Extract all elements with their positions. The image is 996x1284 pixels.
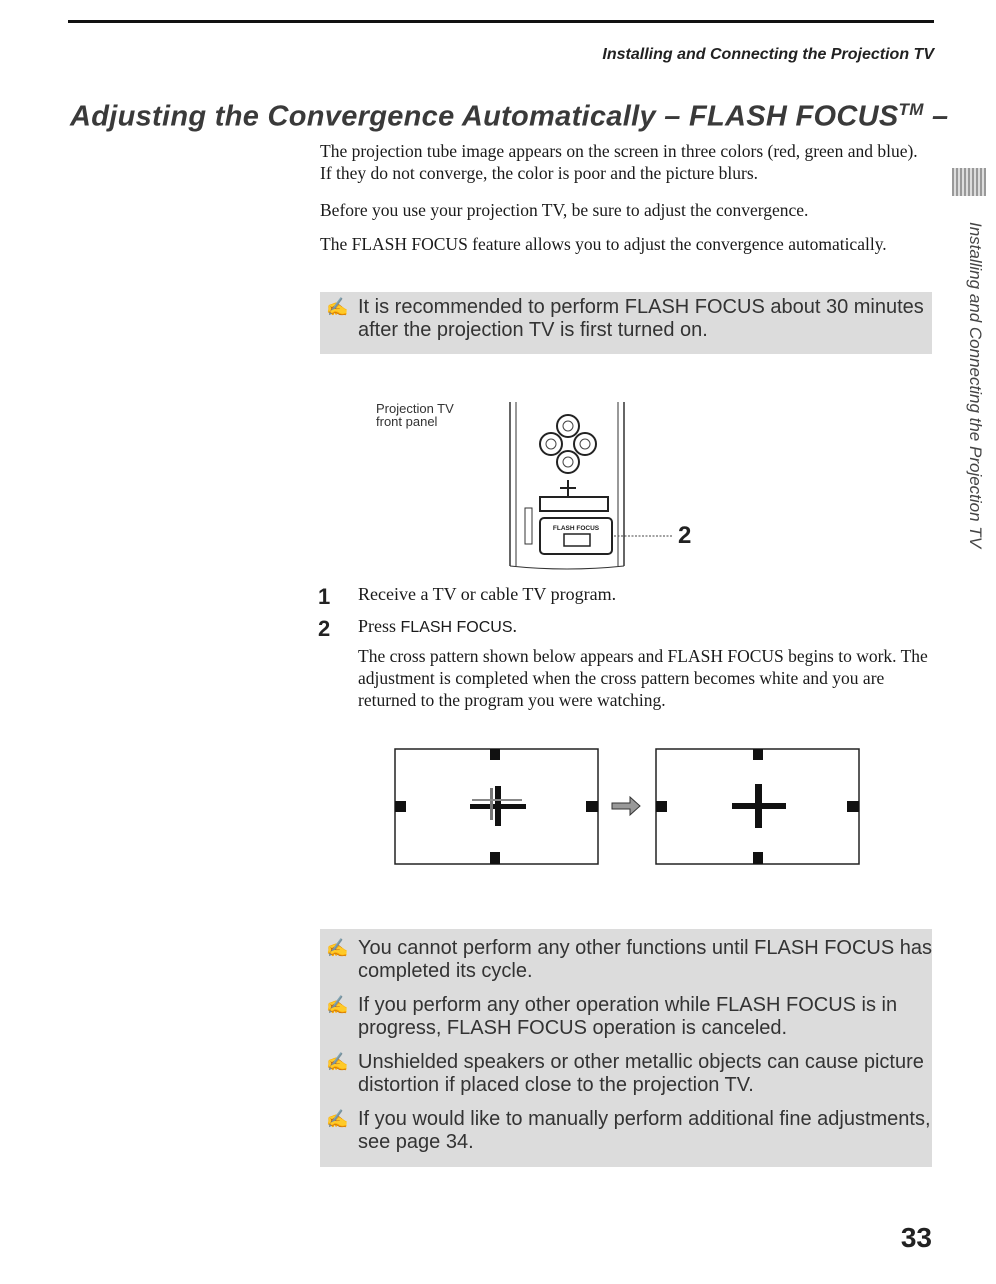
side-tab-label: Installing and Connecting the Projection TV xyxy=(966,222,985,549)
note-text: It is recommended to perform FLASH FOCUS about 30 minutes after the projection TV is first turned on. xyxy=(358,296,924,341)
arrow-right-icon xyxy=(612,797,640,815)
panel-label-line1: Projection TV xyxy=(376,401,454,416)
step-number: 2 xyxy=(318,616,331,641)
cross-pattern-illustration xyxy=(394,748,864,868)
side-tab-marker xyxy=(952,168,986,196)
note-box-top xyxy=(320,292,932,354)
note-box-bottom xyxy=(320,929,932,1167)
step-number: 1 xyxy=(318,584,331,609)
panel-label xyxy=(376,402,454,428)
note-text: You cannot perform any other functions until FLASH FOCUS has completed its cycle. xyxy=(358,937,932,982)
step-text: Receive a TV or cable TV program. xyxy=(358,584,617,604)
callout-number: 2 xyxy=(678,522,692,549)
note-item xyxy=(320,1108,932,1154)
note-item xyxy=(320,937,932,983)
flash-focus-button-label: FLASH FOCUS xyxy=(552,525,600,532)
panel-latch xyxy=(525,508,532,544)
note-text: If you perform any other operation while FLASH FOCUS is in progress, FLASH FOCUS operation is canceled. xyxy=(358,994,898,1039)
step-text xyxy=(358,616,517,637)
panel-slot xyxy=(540,497,608,511)
note-pen-icon: ✍ xyxy=(326,1052,349,1072)
step-text-prefix: Press xyxy=(358,616,401,636)
arrow-left-button xyxy=(540,433,562,455)
step-text-suffix: . xyxy=(512,616,518,636)
note-pen-icon: ✍ xyxy=(326,1109,349,1129)
convergence-paragraph: Before you use your projection TV, be sure to adjust the convergence. xyxy=(320,200,809,220)
note-item xyxy=(320,296,932,342)
cross-pattern-before xyxy=(395,749,598,864)
arrow-down-button xyxy=(557,451,579,473)
front-panel-illustration xyxy=(500,400,710,570)
note-item xyxy=(320,1051,932,1097)
page-title-tail: – xyxy=(923,100,949,133)
page-number: 33 xyxy=(900,1222,932,1253)
panel-label-line2: front panel xyxy=(376,414,438,429)
flash-focus-button xyxy=(564,534,590,546)
note-pen-icon: ✍ xyxy=(326,297,349,317)
page-title xyxy=(70,100,949,134)
running-header: Installing and Connecting the Projection TV xyxy=(602,46,934,63)
cross-pattern-after xyxy=(656,749,859,864)
note-item xyxy=(320,994,932,1040)
intro-paragraph: The projection tube image appears on the screen in three colors (red, green and blue). If they do not converge, the color is poor and the picture blurs. xyxy=(320,141,918,183)
arrow-up-button xyxy=(557,415,579,437)
note-pen-icon: ✍ xyxy=(326,995,349,1015)
page-title-text: Adjusting the Convergence Automatically – FLASH FOCUS xyxy=(70,100,899,133)
plus-icon xyxy=(560,480,576,496)
step-description: The cross pattern shown below appears and FLASH FOCUS begins to work. The adjustment is completed when the cross pattern becomes white and you are returned to the program you were watching. xyxy=(358,646,928,710)
feature-paragraph: The FLASH FOCUS feature allows you to adjust the convergence automatically. xyxy=(320,234,887,254)
note-pen-icon: ✍ xyxy=(326,938,349,958)
trademark-mark: TM xyxy=(898,100,924,119)
arrow-right-button xyxy=(574,433,596,455)
note-text: Unshielded speakers or other metallic objects can cause picture distortion if placed close to the projection TV. xyxy=(358,1051,924,1096)
step-button-name: FLASH FOCUS xyxy=(400,619,513,636)
top-rule xyxy=(68,20,934,23)
note-text: If you would like to manually perform additional fine adjustments, see page 34. xyxy=(358,1108,931,1153)
